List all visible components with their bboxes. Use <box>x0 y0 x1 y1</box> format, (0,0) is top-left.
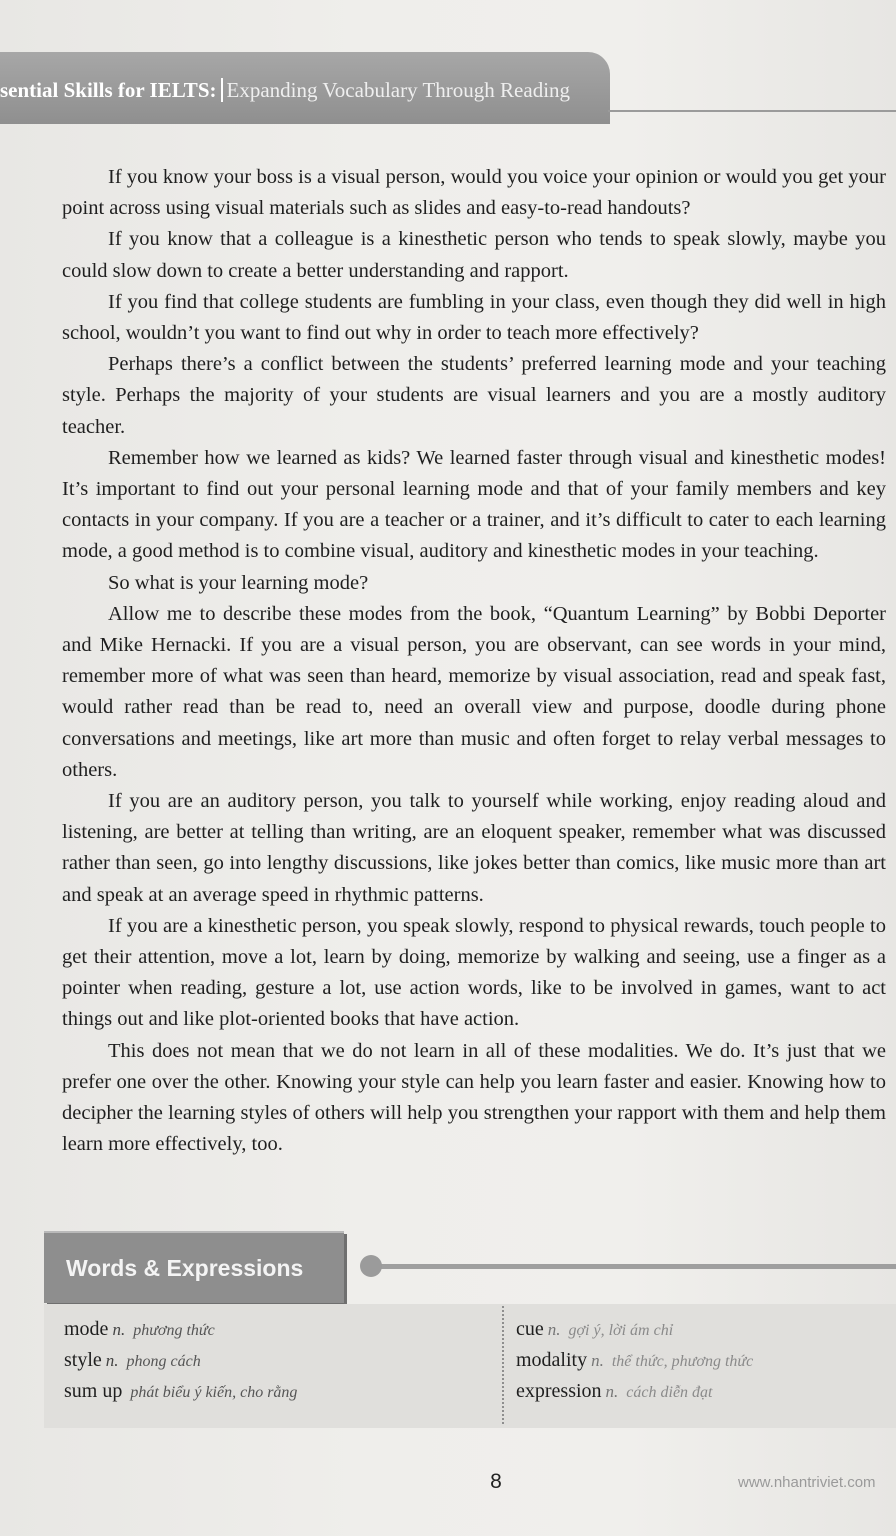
paragraph: If you are an auditory person, you talk to yourself while working, enjoy reading aloud and listening, are better at telling than writing, are an eloquent speaker, remember what was discussed rather than seen, go into lengthy discussions, like jokes better than comics, like music more than art and speak at an average speed in rhythmic patterns. <box>62 790 886 906</box>
vocab-word: modality <box>516 1349 588 1371</box>
words-expressions-title: Words & Expressions <box>66 1255 304 1281</box>
vocab-definition: phong cách <box>126 1353 201 1370</box>
words-expressions-banner <box>44 1231 344 1303</box>
vocab-entry <box>64 1376 484 1407</box>
vocab-pos: n. <box>605 1382 619 1401</box>
vocab-entry <box>64 1345 484 1376</box>
publisher-url: www.nhantriviet.com <box>738 1474 876 1491</box>
vocab-word: mode <box>64 1318 109 1340</box>
paragraph: Remember how we learned as kids? We learned faster through visual and kinesthetic modes! It’s important to find out your personal learning mode and that of your family members and key contacts in your company. If you are a teacher or a trainer, and it’s difficult to cater to each learning mode, a good method is to combine visual, auditory and kinesthetic modes in your teaching. <box>62 446 886 563</box>
vocab-pos: n. <box>547 1320 561 1339</box>
vocab-pos: n. <box>105 1351 119 1370</box>
running-header-text <box>0 72 570 108</box>
vocab-entry <box>516 1314 886 1345</box>
paragraph: If you know your boss is a visual person, would you voice your opinion or would you get your point across using visual materials such as slides and easy-to-read handouts? <box>62 166 886 220</box>
paragraph: This does not mean that we do not learn in all of these modalities. We do. It’s just that we prefer one over the other. Knowing your style can help you learn faster and easier. Knowing how to decipher the learning styles of others will help you strengthen your rapport with them and help them learn more effectively, too. <box>62 1039 886 1156</box>
page-number: 8 <box>490 1470 502 1493</box>
paragraph: If you find that college students are fumbling in your class, even though they did well in high school, wouldn’t you want to find out why in order to teach more effectively? <box>62 290 886 345</box>
paragraph: If you know that a colleague is a kinesthetic person who tends to speak slowly, maybe you could slow down to create a better understanding and rapport. <box>62 228 886 282</box>
vocab-pos: n. <box>112 1320 126 1339</box>
main-text <box>62 162 886 1161</box>
paragraph: Allow me to describe these modes from the book, “Quantum Learning” by Bobbi Deporter and Mike Hernacki. If you are a visual person, you are observant, can see words in your mind, remember more of what was seen than heard, memorize by visual association, read and speak fast, would rather read than be read to, need an overall view and purpose, doodle during phone conversations and meetings, like art more than music and often forget to relay verbal messages to others. <box>62 602 886 781</box>
vocab-word: cue <box>516 1318 544 1340</box>
vocab-definition: phát biểu ý kiến, cho rằng <box>130 1384 298 1401</box>
vocab-list-right <box>516 1314 886 1407</box>
paragraph: Perhaps there’s a conflict between the students’ preferred learning mode and your teaching style. Perhaps the majority of your students are visual learners and you are a mostly auditory teacher. <box>62 353 886 438</box>
vocab-pos: n. <box>591 1351 604 1370</box>
vocab-definition: thể thức, phương thức <box>611 1353 754 1370</box>
book-series-title: sential Skills for IELTS: <box>0 78 223 102</box>
book-subtitle: Expanding Vocabulary Through Reading <box>226 78 571 102</box>
vocab-definition: phương thức <box>133 1322 215 1339</box>
paragraph: If you are a kinesthetic person, you speak slowly, respond to physical rewards, touch people to get their attention, move a lot, learn by doing, memorize by walking and seeing, use a finger as a pointer when reading, gesture a lot, use action words, like to be involved in games, want to act things out and like plot-oriented books that have action. <box>62 914 886 1031</box>
vocab-word: expression <box>516 1380 602 1402</box>
section-rule <box>372 1264 896 1269</box>
vocab-definition: cách diễn đạt <box>626 1384 713 1401</box>
vocab-word: sum up <box>64 1380 123 1402</box>
vocab-definition: gợi ý, lời ám chỉ <box>568 1322 674 1339</box>
vocab-entry <box>64 1314 484 1345</box>
vocab-entry <box>516 1345 886 1376</box>
vocab-word: style <box>64 1349 102 1371</box>
vocab-column-divider <box>502 1306 504 1424</box>
section-rule-dot <box>360 1255 382 1277</box>
vocab-list-left <box>64 1314 484 1407</box>
header-rule <box>608 110 896 112</box>
paragraph: So what is your learning mode? <box>108 571 369 594</box>
vocab-entry <box>516 1376 886 1407</box>
